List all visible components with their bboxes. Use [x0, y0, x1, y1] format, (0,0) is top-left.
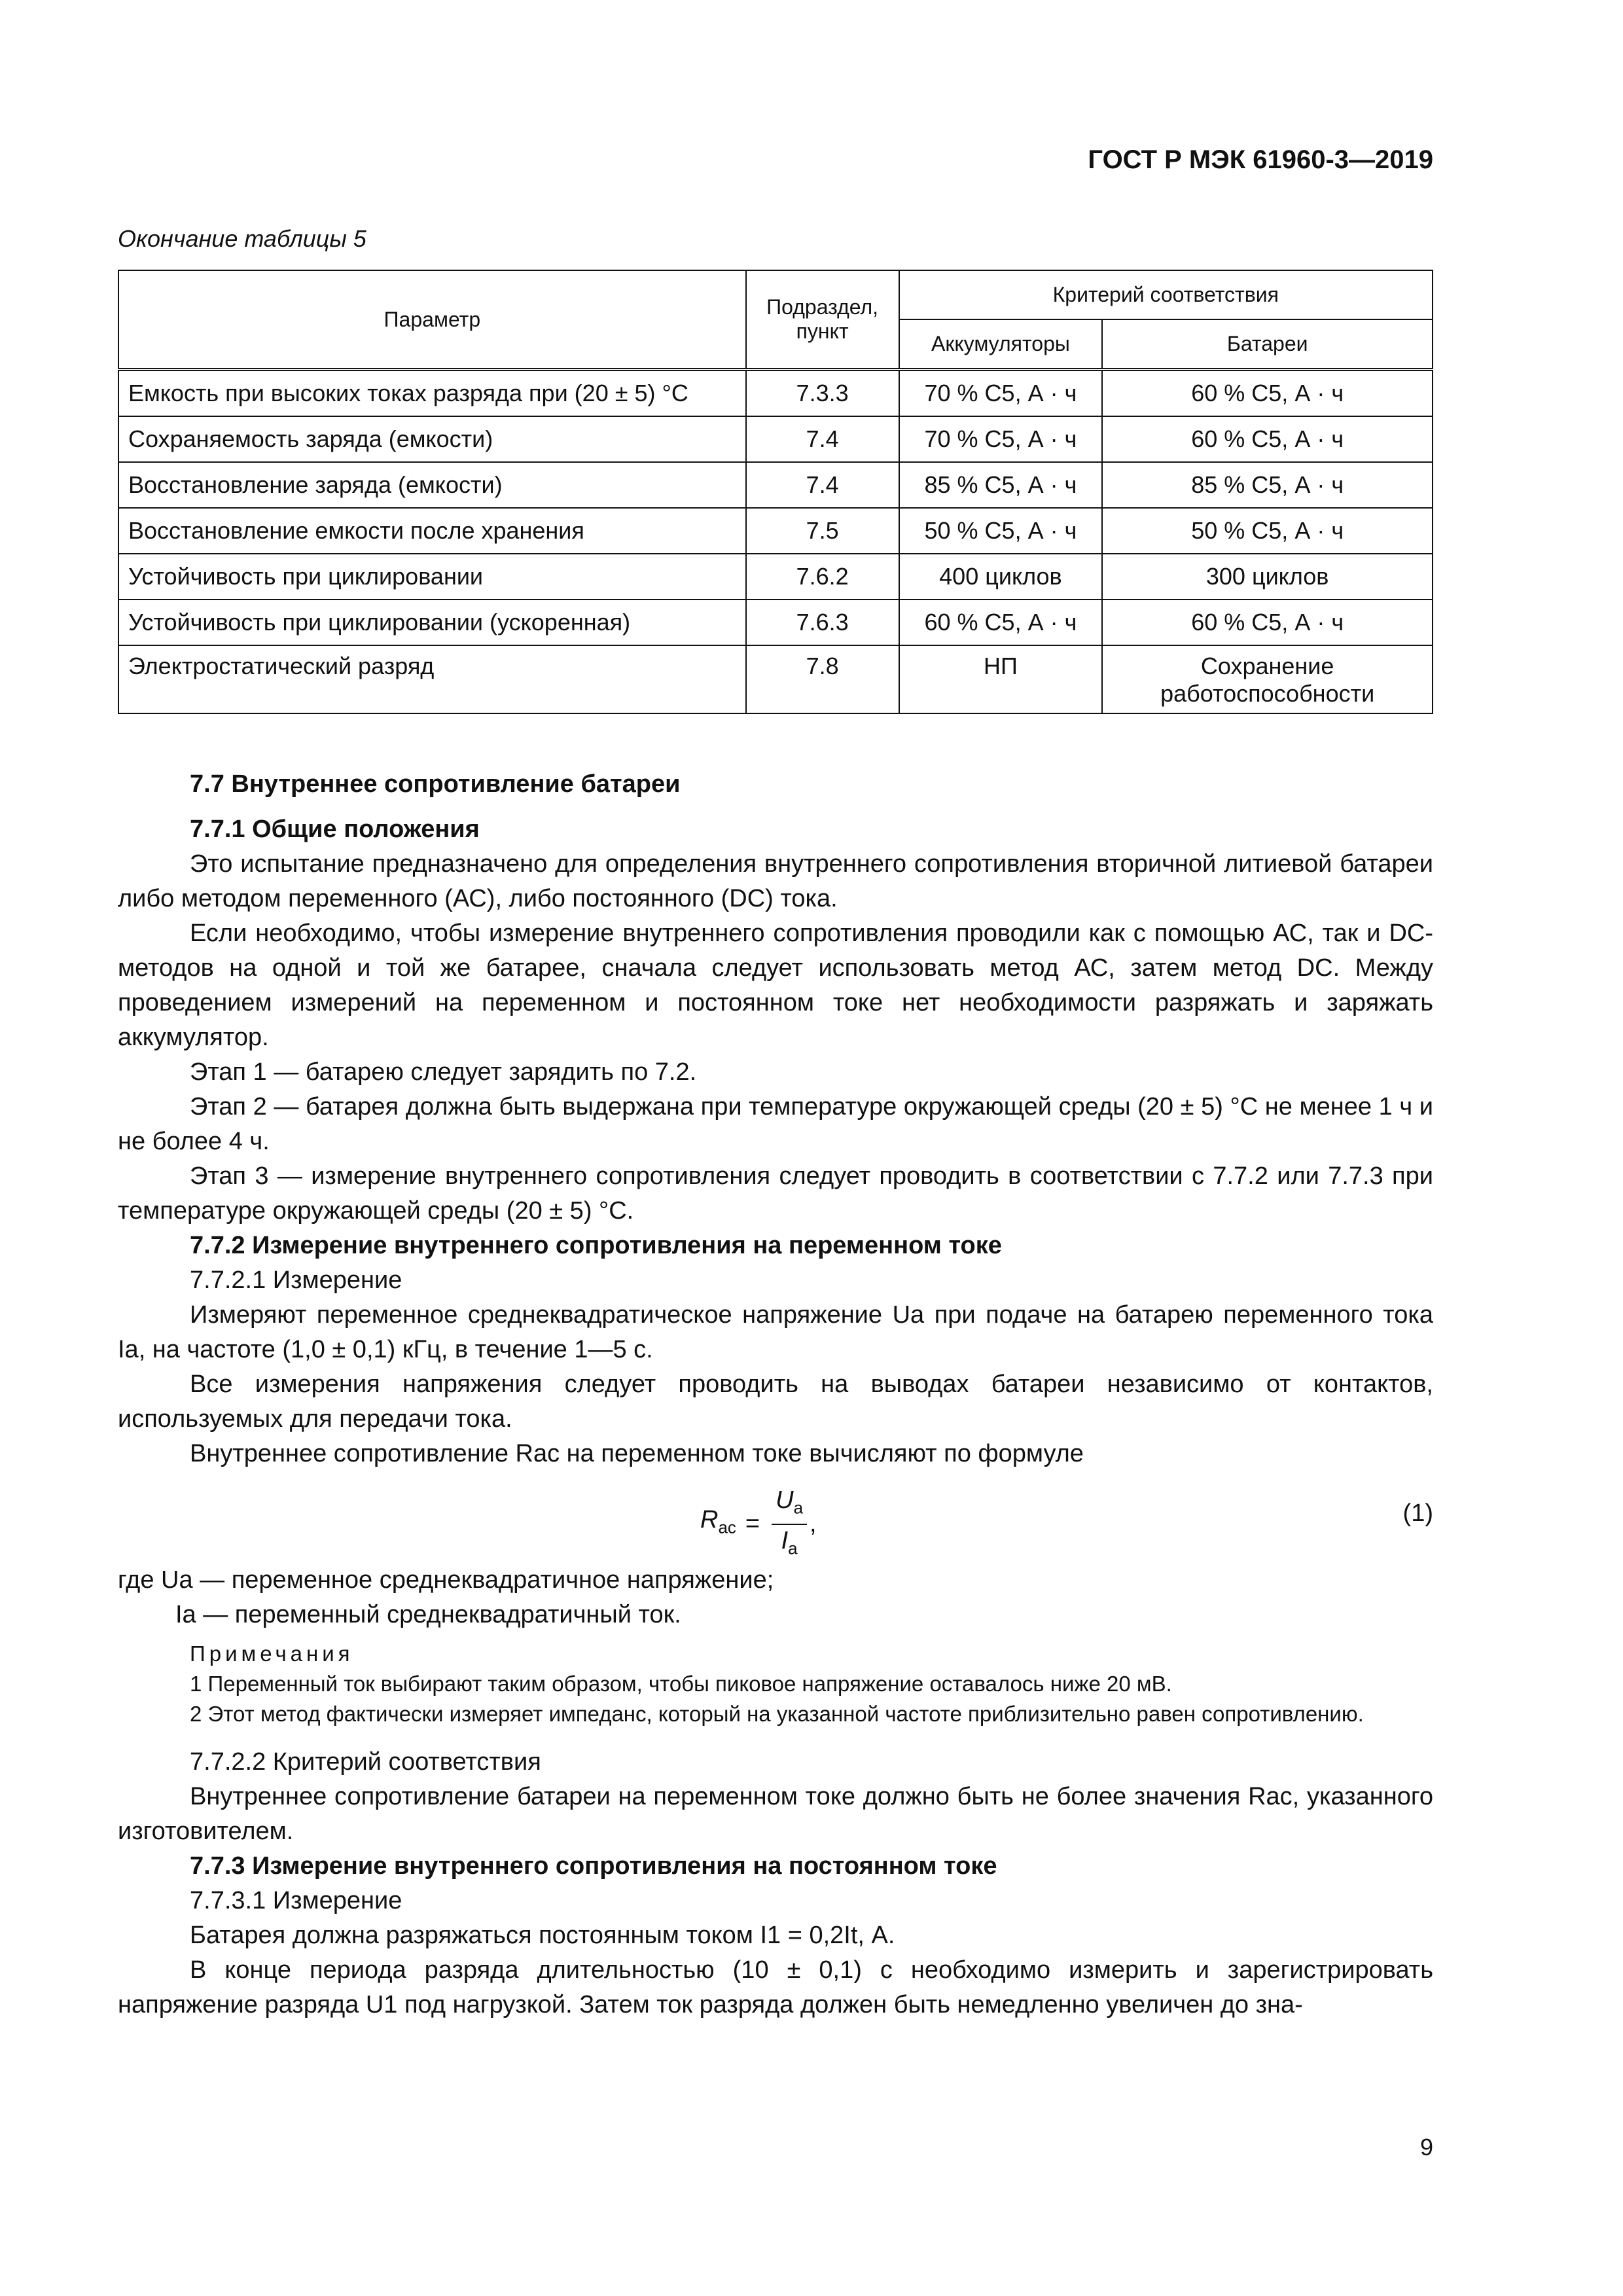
table-cell-section: 7.6.2 [746, 554, 899, 600]
table-cell-section: 7.4 [746, 416, 899, 462]
col-header-batt: Батареи [1102, 319, 1433, 370]
col-header-param: Параметр [118, 270, 746, 370]
note-1: 1 Переменный ток выбирают таким образом, чтобы пиковое напряжение оставалось ниже 20 мВ. [190, 1672, 1172, 1696]
table-cell-accum: 400 циклов [899, 554, 1103, 600]
paragraph: Этап 3 — измерение внутреннего сопротивления следует проводить в соответствии с 7.7.2 или 7.7.3 при температуре окружающей среды (20 ± 5) °С. [118, 1162, 1433, 1225]
table-row [118, 554, 1433, 600]
paragraph: Батарея должна разряжаться постоянным током I1 = 0,2It, А. [190, 1922, 895, 1949]
section-heading-7-7-3: 7.7.3 Измерение внутреннего сопротивления на постоянном токе [190, 1852, 997, 1880]
table-cell-accum: 70 % C5, А · ч [899, 370, 1103, 417]
table-cell-section: 7.8 [746, 645, 899, 713]
table-cell-section: 7.5 [746, 508, 899, 554]
main-text [118, 767, 1433, 2022]
subsection-heading-7-7-2-2: 7.7.2.2 Критерий соответствия [190, 1748, 541, 1776]
subsection-heading-7-7-3-1: 7.7.3.1 Измерение [190, 1887, 402, 1914]
table-cell-param: Устойчивость при циклировании [118, 554, 746, 600]
paragraph: Если необходимо, чтобы измерение внутреннего сопротивления проводили как с помощью АС, так и DC-методов на одной и той же батарее, сначала следует использовать метод АС, затем метод DC. Между проведением измерений на переменном и постоянном токе нет необходимости разряжать и заряжать аккумулятор. [118, 920, 1433, 1051]
table-caption: Окончание таблицы 5 [118, 225, 366, 252]
table-cell-param: Электростатический разряд [118, 645, 746, 713]
table-cell-batt: 85 % C5, А · ч [1102, 462, 1433, 508]
table-row [118, 462, 1433, 508]
table-cell-param: Восстановление заряда (емкости) [118, 462, 746, 508]
where-line-1: где Ua — переменное среднеквадратичное напряжение; [118, 1566, 774, 1594]
paragraph: Этап 1 — батарею следует зарядить по 7.2. [190, 1058, 697, 1086]
paragraph: Это испытание предназначено для определения внутреннего сопротивления вторичной литиевой батареи либо методом переменного (АС), либо постоянного (DC) тока. [118, 850, 1433, 912]
table-row [118, 508, 1433, 554]
table-row [118, 370, 1433, 417]
table-cell-accum: НП [899, 645, 1103, 713]
notes-title: Примечания [190, 1641, 354, 1666]
table-cell-section: 7.4 [746, 462, 899, 508]
table-cell-batt: 300 циклов [1102, 554, 1433, 600]
paragraph: Измеряют переменное среднеквадратическое напряжение Ua при подаче на батарею переменного тока Ia, на частоте (1,0 ± 0,1) кГц, в течение 1—5 с. [118, 1301, 1433, 1363]
table-cell-accum: 70 % C5, А · ч [899, 416, 1103, 462]
table-cell-param: Устойчивость при циклировании (ускоренная) [118, 600, 746, 645]
table-cell-batt: 60 % C5, А · ч [1102, 600, 1433, 645]
document-header: ГОСТ Р МЭК 61960-3—2019 [1088, 145, 1433, 174]
col-header-criteria: Критерий соответствия [899, 270, 1433, 319]
criteria-table [118, 270, 1433, 714]
document-page [118, 0, 1433, 2296]
table-cell-batt: 60 % C5, А · ч [1102, 370, 1433, 417]
table-cell-batt: 60 % C5, А · ч [1102, 416, 1433, 462]
section-heading-7-7-2: 7.7.2 Измерение внутреннего сопротивления на переменном токе [190, 1232, 1002, 1259]
note-2: 2 Этот метод фактически измеряет импеданс, который на указанной частоте приблизительно равен сопротивлению. [190, 1702, 1364, 1726]
formula-1 [118, 1471, 1433, 1563]
table-cell-accum: 85 % C5, А · ч [899, 462, 1103, 508]
notes-block [118, 1639, 1433, 1729]
col-header-section: Подраздел, пункт [746, 270, 899, 370]
formula-number: (1) [1402, 1499, 1433, 1527]
table-cell-accum: 60 % C5, А · ч [899, 600, 1103, 645]
page-number: 9 [1419, 2134, 1433, 2161]
table-cell-section: 7.6.3 [746, 600, 899, 645]
subsection-heading-7-7-2-1: 7.7.2.1 Измерение [190, 1266, 402, 1294]
section-heading-7-7-1: 7.7.1 Общие положения [190, 816, 480, 843]
table-row [118, 600, 1433, 645]
table-row [118, 645, 1433, 713]
col-header-accum: Аккумуляторы [899, 319, 1103, 370]
table-cell-batt: Сохранение работоспособности [1102, 645, 1433, 713]
table-cell-param: Восстановление емкости после хранения [118, 508, 746, 554]
table-row [118, 416, 1433, 462]
formula-expression: $R_{ac}$ = $\frac{U_a}{I_a}$ , [700, 1484, 817, 1564]
table-cell-accum: 50 % C5, А · ч [899, 508, 1103, 554]
paragraph: Все измерения напряжения следует проводить на выводах батареи независимо от контактов, используемых для передачи тока. [118, 1371, 1433, 1433]
paragraph: Внутреннее сопротивление батареи на переменном токе должно быть не более значения Rac, указанного изготовителем. [118, 1783, 1433, 1845]
table-cell-param: Емкость при высоких токах разряда при (20 ± 5) °С [118, 370, 746, 417]
table-cell-batt: 50 % C5, А · ч [1102, 508, 1433, 554]
paragraph: В конце периода разряда длительностью (10 ± 0,1) с необходимо измерить и зарегистрировать напряжение разряда U1 под нагрузкой. Затем ток разряда должен быть немедленно увеличен до зна- [118, 1956, 1433, 2018]
section-heading-7-7: 7.7 Внутреннее сопротивление батареи [190, 770, 681, 798]
table-cell-param: Сохраняемость заряда (емкости) [118, 416, 746, 462]
paragraph: Внутреннее сопротивление Rac на переменном токе вычисляют по формуле [190, 1440, 1084, 1467]
where-line-2: Ia — переменный среднеквадратичный ток. [175, 1601, 681, 1628]
paragraph: Этап 2 — батарея должна быть выдержана при температуре окружающей среды (20 ± 5) °С не менее 1 ч и не более 4 ч. [118, 1093, 1433, 1155]
table-cell-section: 7.3.3 [746, 370, 899, 417]
